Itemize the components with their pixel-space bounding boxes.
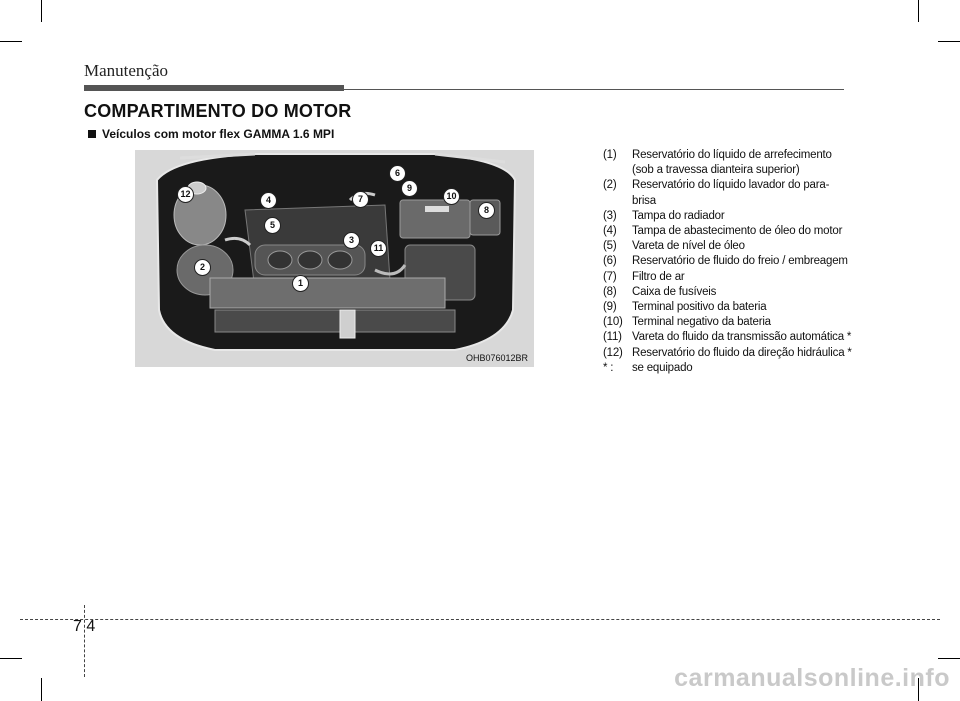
legend-number: (9) bbox=[603, 301, 617, 314]
legend-item bbox=[603, 254, 853, 269]
legend-number: * : bbox=[603, 361, 614, 374]
subtitle-text: Veículos com motor flex GAMMA 1.6 MPI bbox=[102, 127, 335, 141]
header-rule-thin bbox=[344, 89, 844, 90]
crop-mark bbox=[918, 0, 919, 22]
callout-4: 4 bbox=[260, 192, 277, 209]
callout-11: 11 bbox=[370, 240, 387, 257]
legend-number: (2) bbox=[603, 179, 617, 192]
legend-number: (8) bbox=[603, 285, 617, 298]
legend-text: Vareta do fluido da transmissão automática * bbox=[632, 331, 852, 344]
figure-code: OHB076012BR bbox=[465, 353, 528, 363]
legend-text: Filtro de ar bbox=[632, 270, 685, 283]
legend-number: (12) bbox=[603, 346, 623, 359]
legend-text: Tampa de abastecimento de óleo do motor bbox=[632, 225, 843, 238]
legend-item bbox=[603, 148, 853, 178]
legend-number: (11) bbox=[603, 331, 622, 344]
legend-text: Reservatório do líquido lavador do para-brisa bbox=[632, 179, 830, 207]
subtitle bbox=[88, 127, 334, 141]
legend-item bbox=[603, 315, 853, 330]
legend-item bbox=[603, 239, 853, 254]
legend-item bbox=[603, 285, 853, 300]
header-rule-thick bbox=[84, 85, 344, 91]
page-number: 7 4 bbox=[73, 618, 96, 635]
engine-compartment-figure bbox=[135, 150, 534, 367]
crop-mark bbox=[41, 678, 42, 701]
callout-12: 12 bbox=[177, 186, 194, 203]
engine-illustration bbox=[135, 150, 534, 367]
crop-mark bbox=[0, 41, 22, 42]
callout-6: 6 bbox=[389, 165, 406, 182]
legend-text: Tampa do radiador bbox=[632, 209, 725, 222]
crop-mark bbox=[41, 0, 42, 22]
footer-divider bbox=[84, 605, 85, 677]
callout-9: 9 bbox=[401, 180, 418, 197]
legend-item bbox=[603, 224, 853, 239]
callout-1: 1 bbox=[292, 275, 309, 292]
crop-mark bbox=[938, 658, 960, 659]
crop-mark bbox=[0, 658, 22, 659]
legend-item bbox=[603, 346, 853, 361]
callout-5: 5 bbox=[264, 217, 281, 234]
legend-item bbox=[603, 361, 853, 376]
legend-item bbox=[603, 178, 853, 208]
crop-mark bbox=[938, 41, 960, 42]
legend-number: (4) bbox=[603, 225, 617, 238]
chapter-title: Manutenção bbox=[84, 61, 169, 80]
legend-text: Reservatório do líquido de arrefecimento (sob a travessa dianteira superior) bbox=[632, 149, 832, 177]
legend-number: (10) bbox=[603, 316, 623, 329]
section-title: COMPARTIMENTO DO MOTOR bbox=[84, 101, 352, 121]
legend-number: (1) bbox=[603, 149, 617, 161]
legend-text: Terminal negativo da bateria bbox=[632, 316, 771, 329]
callout-2: 2 bbox=[194, 259, 211, 276]
legend-text: Vareta de nível de óleo bbox=[632, 240, 745, 253]
legend-text: Terminal positivo da bateria bbox=[632, 301, 767, 314]
legend-number: (7) bbox=[603, 270, 617, 283]
legend-item bbox=[603, 300, 853, 315]
legend-text: Reservatório do fluido da direção hidráulica * bbox=[632, 346, 852, 359]
callout-8: 8 bbox=[478, 202, 495, 219]
square-bullet-icon bbox=[88, 130, 96, 138]
callout-10: 10 bbox=[443, 188, 460, 205]
legend-text: Reservatório de fluido do freio / embreagem bbox=[632, 255, 848, 268]
callout-7: 7 bbox=[352, 191, 369, 208]
callout-3: 3 bbox=[343, 232, 360, 249]
legend-item bbox=[603, 209, 853, 224]
legend-text: se equipado bbox=[632, 361, 693, 374]
component-legend bbox=[603, 148, 853, 376]
legend-number: (5) bbox=[603, 240, 617, 253]
legend-number: (6) bbox=[603, 255, 617, 268]
legend-item bbox=[603, 270, 853, 285]
legend-text: Caixa de fusíveis bbox=[632, 285, 717, 298]
watermark: carmanualsonline.info bbox=[674, 664, 950, 692]
footer-rule bbox=[20, 619, 940, 620]
legend-item bbox=[603, 330, 853, 345]
legend-number: (3) bbox=[603, 209, 617, 222]
